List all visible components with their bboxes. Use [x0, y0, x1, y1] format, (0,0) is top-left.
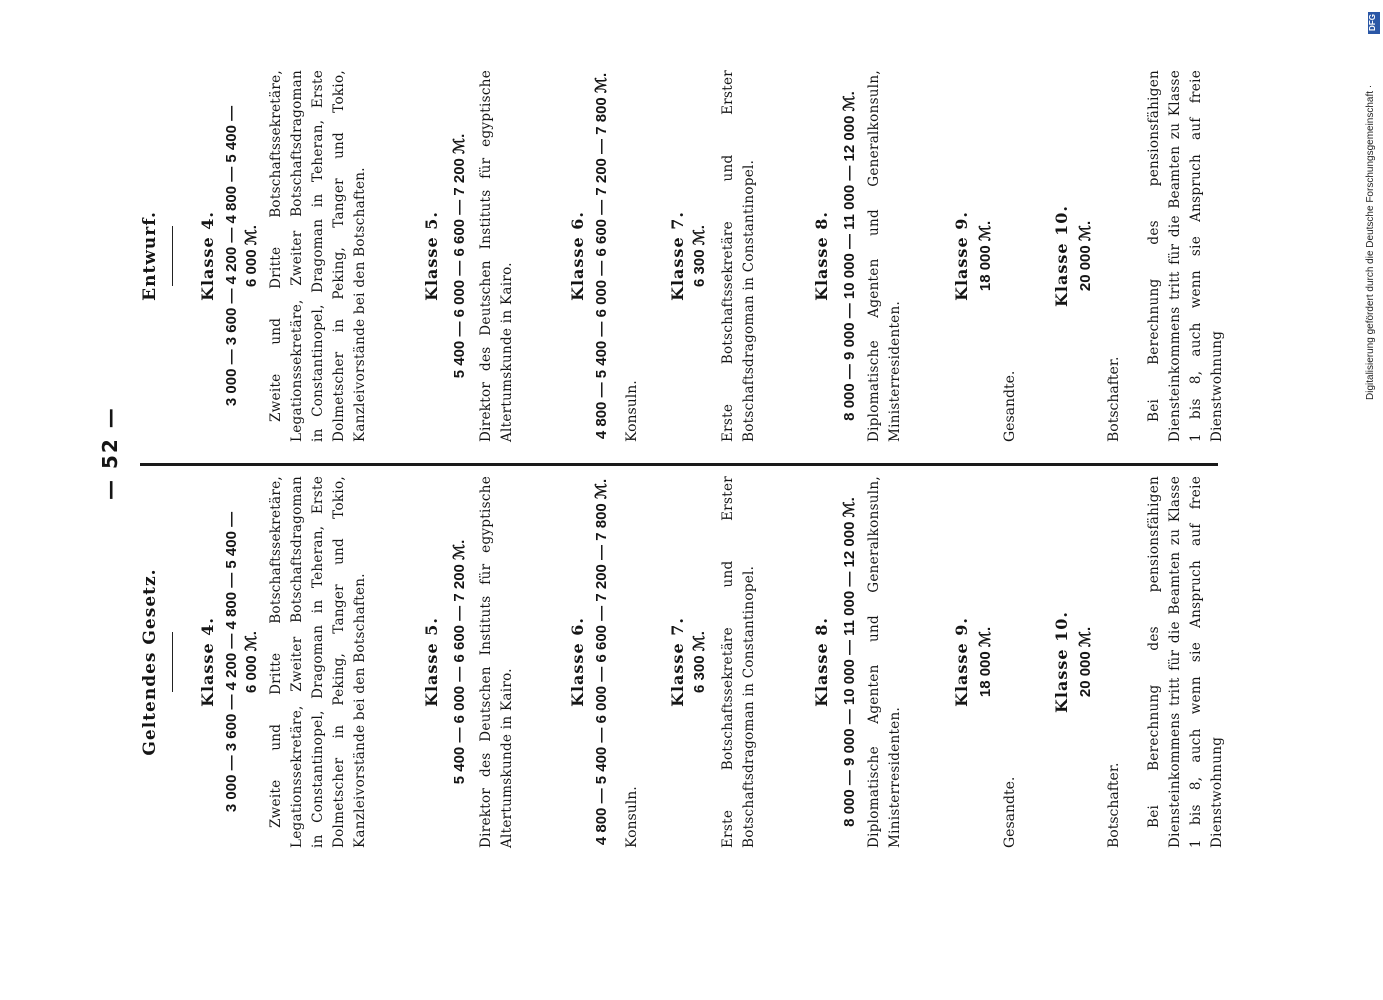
- class-salary: 6 300 ℳ.: [691, 225, 708, 287]
- column-divider: [140, 463, 1218, 466]
- class-description: Direktor des Deutschen Instituts für egyptische Altertumskunde in Kairo.: [478, 70, 515, 442]
- class-salary: 4 800 — 5 400 — 6 000 — 6 600 — 7 200 — 7 800 ℳ.: [593, 72, 610, 440]
- class-title: Klasse 8.: [812, 211, 831, 301]
- class-title: Klasse 5.: [422, 617, 441, 707]
- class-description: Diplomatische Agenten und Generalkonsuln, Ministerresidenten.: [866, 70, 903, 442]
- class-salary: 18 000 ℳ.: [977, 220, 994, 292]
- class-salary: 8 000 — 9 000 — 10 000 — 11 000 — 12 000 ℳ.: [841, 91, 858, 421]
- column-heading: Entwurf.: [140, 211, 160, 301]
- heading-separator: [172, 226, 173, 286]
- heading-separator: [172, 632, 173, 692]
- class-description: Erste Botschaftssekretäre und Erster Botschaftsdragoman in Constantinopel.: [720, 70, 757, 442]
- footer-paragraph: Bei Berechnung des pensionsfähigen Diensteinkommens tritt für die Beamten zu Klasse 1 bis 8, auch wenn sie Anspruch auf freie Dienstwohnung: [1146, 476, 1225, 848]
- class-title: Klasse 9.: [952, 617, 971, 707]
- class-description: Diplomatische Agenten und Generalkonsuln, Ministerresidenten.: [866, 476, 903, 848]
- dfg-logo: [1368, 12, 1380, 34]
- class-description: Gesandte.: [1002, 370, 1018, 442]
- dfg-logo-text: DFG: [1367, 14, 1377, 31]
- class-description: Direktor des Deutschen Instituts für egyptische Altertumskunde in Kairo.: [478, 476, 515, 848]
- class-salary: 5 400 — 6 000 — 6 600 — 7 200 ℳ.: [451, 539, 468, 785]
- class-description: Botschafter.: [1106, 762, 1122, 848]
- class-title: Klasse 4.: [198, 617, 217, 707]
- class-title: Klasse 7.: [668, 617, 687, 707]
- column-current-law: [140, 476, 1225, 848]
- class-description: Erste Botschaftssekretäre und Erster Botschaftsdragoman in Constantinopel.: [720, 476, 757, 848]
- footer-paragraph: Bei Berechnung des pensionsfähigen Diensteinkommens tritt für die Beamten zu Klasse 1 bis 8, auch wenn sie Anspruch auf freie Dienstwohnung: [1146, 70, 1225, 442]
- class-description: Konsuln.: [624, 380, 640, 442]
- digitization-credit: [1365, 10, 1383, 400]
- class-description: Zweite und Dritte Botschaftssekretäre, Legationssekretäre, Zweiter Botschaftsdragoman in Constantinopel, Dragoman in Teheran, Erste Dolmetscher in Peking, Tanger und Tokio, Kanzleivorstände bei den Botschaften.: [268, 476, 368, 848]
- column-heading: Geltendes Gesetz.: [140, 568, 160, 756]
- credit-text: Digitalisierung gefördert durch die Deutsche Forschungsgemeinschaft ·: [1365, 84, 1376, 400]
- class-title: Klasse 7.: [668, 211, 687, 301]
- class-salary: 6 300 ℳ.: [691, 631, 708, 693]
- class-title: Klasse 8.: [812, 617, 831, 707]
- class-salary: 8 000 — 9 000 — 10 000 — 11 000 — 12 000 ℳ.: [841, 497, 858, 827]
- page-number: — 52 —: [98, 406, 122, 500]
- class-salary: 20 000 ℳ.: [1077, 220, 1094, 292]
- class-title: Klasse 6.: [568, 211, 587, 301]
- class-title: Klasse 6.: [568, 617, 587, 707]
- class-salary: 18 000 ℳ.: [977, 626, 994, 698]
- class-description: Konsuln.: [624, 786, 640, 848]
- class-title: Klasse 9.: [952, 211, 971, 301]
- class-salary: 3 000 — 3 600 — 4 200 — 4 800 — 5 400 —: [223, 105, 240, 407]
- class-salary-cont: 6 000 ℳ.: [243, 631, 260, 693]
- class-salary: 20 000 ℳ.: [1077, 626, 1094, 698]
- class-salary-cont: 6 000 ℳ.: [243, 225, 260, 287]
- class-salary: 3 000 — 3 600 — 4 200 — 4 800 — 5 400 —: [223, 511, 240, 813]
- class-description: Gesandte.: [1002, 776, 1018, 848]
- class-description: Zweite und Dritte Botschaftssekretäre, Legationssekretäre, Zweiter Botschaftsdragoman in Constantinopel, Dragoman in Teheran, Erste Dolmetscher in Peking, Tanger und Tokio, Kanzleivorstände bei den Botschaften.: [268, 70, 368, 442]
- class-title: Klasse 10.: [1052, 205, 1071, 307]
- class-title: Klasse 4.: [198, 211, 217, 301]
- class-salary: 4 800 — 5 400 — 6 000 — 6 600 — 7 200 — 7 800 ℳ.: [593, 478, 610, 846]
- class-salary: 5 400 — 6 000 — 6 600 — 7 200 ℳ.: [451, 133, 468, 379]
- class-title: Klasse 5.: [422, 211, 441, 301]
- column-draft: [140, 70, 1225, 442]
- class-title: Klasse 10.: [1052, 611, 1071, 713]
- class-description: Botschafter.: [1106, 356, 1122, 442]
